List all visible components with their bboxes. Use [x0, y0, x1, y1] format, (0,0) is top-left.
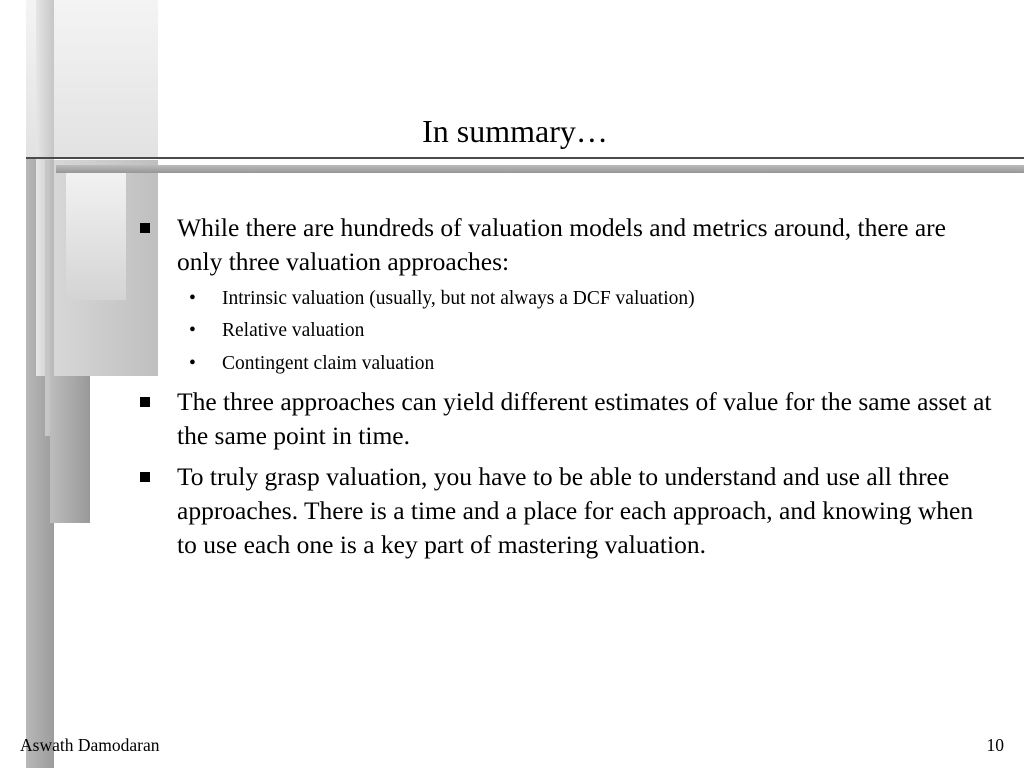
- title-rule-shadow: [56, 165, 1024, 173]
- bullet-item: [177, 211, 997, 279]
- dot-bullet-icon: •: [189, 320, 196, 341]
- bullet-text: While there are hundreds of valuation models and metrics around, there are only three valuation approaches:: [177, 213, 946, 276]
- dot-bullet-icon: •: [189, 353, 196, 374]
- sub-bullet-item: [189, 318, 982, 344]
- bullet-text: To truly grasp valuation, you have to be able to understand and use all three approaches. There is a time and a place for each approach, and knowing when to use each one is a key part of mastering valuation.: [177, 462, 974, 559]
- page-number: 10: [986, 735, 1004, 755]
- footer-author: Aswath Damodaran: [20, 735, 160, 755]
- title-rule-dark: [26, 157, 1024, 159]
- sub-bullet-item: [189, 351, 982, 377]
- square-bullet-icon: [140, 223, 150, 233]
- bullet-item: [177, 385, 997, 453]
- sub-bullet-text: Relative valuation: [222, 320, 365, 341]
- sub-bullet-text: Contingent claim valuation: [222, 353, 435, 374]
- decor-block-inner: [66, 172, 126, 300]
- dot-bullet-icon: •: [189, 288, 196, 309]
- slide-title: In summary…: [422, 113, 608, 149]
- bullet-item: [177, 460, 997, 562]
- square-bullet-icon: [140, 472, 150, 482]
- square-bullet-icon: [140, 397, 150, 407]
- bullet-text: The three approaches can yield different estimates of value for the same asset at the same point in time.: [177, 387, 992, 450]
- sub-bullet-text: Intrinsic valuation (usually, but not always a DCF valuation): [222, 288, 695, 309]
- sub-bullet-item: [189, 286, 982, 312]
